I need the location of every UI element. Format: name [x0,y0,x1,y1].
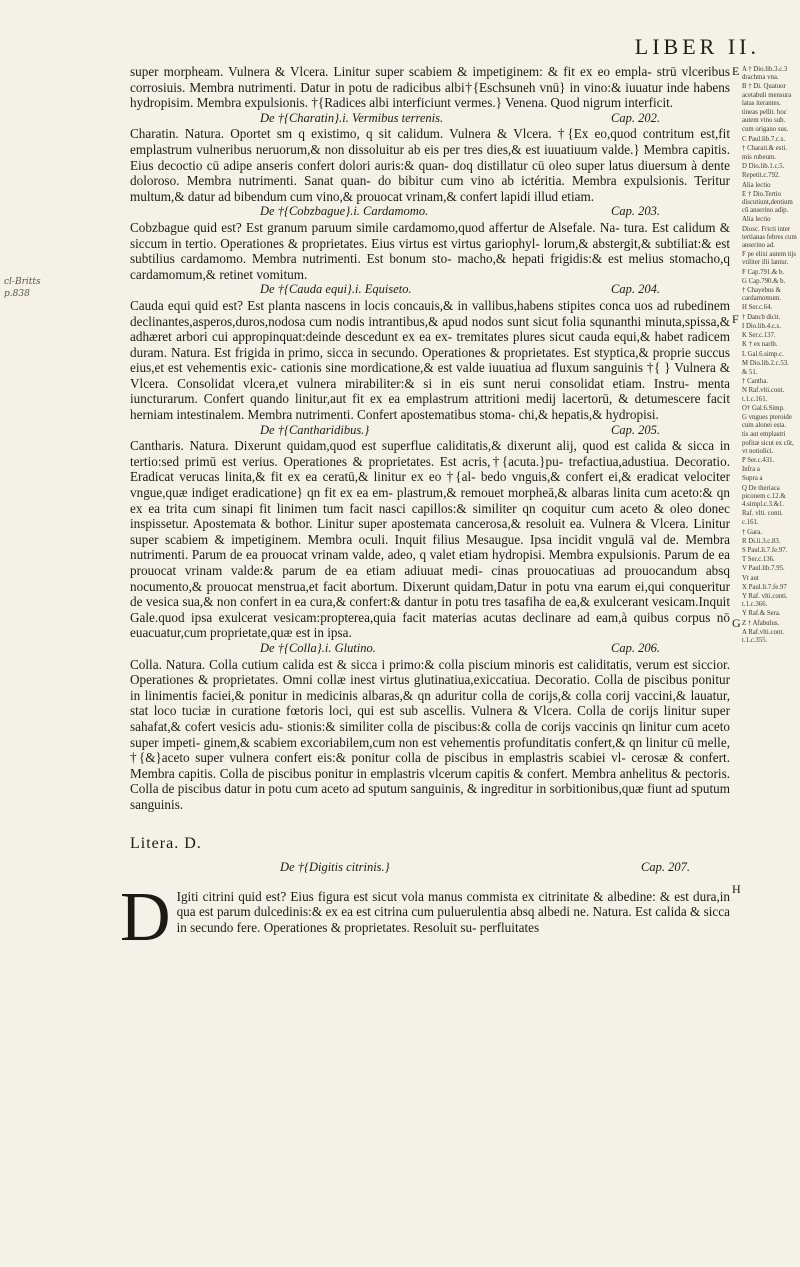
margin-note: T Ser.c.136. [742,556,775,564]
margin-note: Y Raf. vlti.conti. t.1.c.366. [742,592,788,609]
chapter-title: De †{Digitis citrinis.} [280,859,390,874]
margin-note: X Paul.li.7.fe.97 [742,583,787,591]
margin-note: & 51. [742,368,758,376]
margin-note: L Gal.6.simp.c. [742,350,784,358]
margin-note: Alia lectio [742,181,771,189]
chapter-heading [130,282,730,298]
margin-note: Infra a [742,466,760,474]
opening-paragraph [120,878,730,956]
margin-note: tis aut emplastri pofitæ sicut ex cūt, vt notiolici. [742,431,794,455]
margin-note: D Dio.lib.1.c.5. [742,163,785,171]
margin-note: Diosc. Fricti inter tertianas febres cum anserino ad. [742,225,797,250]
text-block: Cauda equi quid est? Est planta nascens in locis concauis,& in vallibus,habens stipites conca uos ad rubedinem declinantes,asperos,duros,nodosa cum nodis intrantibus,& apud nodos sunt sicut folia squnanthi minuta,spissa,& adhæret arbori cui appropinquat:deinde descedunt ex ea ex- tremitates plures sicut cauda equi,& habet radicem duram. Natura. Est frigida in primo, sicca in secundo. Operationes & proprietates. Est styptica,& proprie succus eius,et est vehementis exic- cationis sine mordicatione,& est valde iuuatiua ad fluxum sanguinis †{ } Vulnera & Vlcera. Consolidat vlcera,et vulnera mirabiliter:& si in eis sunt nerui consolidat etiam. Instru- menta iuncturarum. Confert quando linitur,aut fit ex ea emplastrum attritioni medij lacertorū, & detumescere facit herniam intestinalem. Membra nutrimenti. Confert apostematibus stoma- chi,& hepatis,& hydropisi. [130,297,730,423]
margin-note: V Paul.lib.7.95. [742,565,785,573]
margin-note: Raf. vlti. conti. [742,510,783,518]
handwritten-note-line: cl-Britts [4,277,41,287]
chapter-heading [130,204,730,220]
chapter-title: De †{Charatin}.i. Vermibus terrenis. [260,110,444,125]
section-title: Litera. D. [130,834,202,852]
chapter-heading [130,641,730,657]
margin-note: N Raf.vlti.cont. t.1.c.161. [742,387,785,403]
margin-note: † Gara. [742,528,763,536]
margin-notes-column [742,66,798,646]
main-text-column [120,64,730,956]
chapter-number: Cap. 206. [611,640,660,655]
margin-note: A Raf.vlti.cont. t.1.c.355. [742,628,784,644]
margin-note: † Chayebus & cardamomum. [742,287,782,303]
margin-note: B † Di. Quatuor acetabuli mensura latas iterantes. [742,83,792,107]
margin-note: S Paul.li.7.fe.97. [742,546,788,554]
drop-cap: D [120,878,171,956]
margin-note: K Ser.c.137. [742,332,776,340]
text-block: super morpheam. Vulnera & Vlcera. Linitur super scabiem & impetiginem: & fit ex eo empla- strū vlceribus corrosiuis. Membra nutrimenti. Datur in potu de radicibus albi†{Eschsuneh vnū} in vino:& iuuatur inde habens hydropisim. Membra expulsionis. †{Radices albi interficiunt vermes.} Venena. Quod nigrum interficit. [130,64,730,111]
chapter-number: Cap. 204. [611,282,660,297]
handwritten-note-line: p.838 [4,289,30,299]
margin-note: E † Dio.Tertio discutiunt,dentium cū anserino adip. [742,190,793,215]
chapter-number: Cap. 205. [611,422,660,437]
margin-note: Z † Afabulus. [742,619,780,627]
chapter-title: De †{Cauda equi}.i. Equiseto. [260,282,412,297]
margin-note: c.161. [742,519,759,527]
margin-letter: G [732,616,741,630]
margin-note: H Ser.c.64. [742,304,773,312]
margin-note: I Dio.lib.4.c.s. [742,322,781,330]
margin-note: P Ser.c.431. [742,456,775,464]
margin-note: K † ex narib. [742,341,778,349]
text-block: Charatin. Natura. Oportet sm q existimo, q sit calidum. Vulnera & Vlcera. †{Ex eo,quod contritum est,fit emplastrum vulneribus neruorum,& non dissoluitur ab eis per tres dies,& est iuuatiuum valde.} Membra capitis. Eius decoctio cū adipe anseris confert dolori auris:& quan- doq distillatur cū oleo super latus diuersum à dente doloroso. Membra nutrimenti. Sanat quan- do bibitur cum vino ab ictéritia. Membra expulsionis. Teritur multum,& datur ad bibendum cum vino,& prouocat vrinam,& confert lapidi illud etiam. [130,126,730,204]
chapter-heading [130,859,730,875]
margin-note: Repetit.c.792. [742,172,780,180]
margin-letter: F [732,312,739,326]
margin-note: G Cap.790.& b. [742,277,786,285]
chapter-title: De †{Cobzbague}.i. Cardamomo. [260,204,429,219]
text-block: Cantharis. Natura. Dixerunt quidam,quod est superflue caliditatis,& dixerunt alij, quod est calida & sicca in tertio:sed primū est verius. Operationes & proprietates. Est acris,†{acuta.}pu- trefactiua,adustiua. Decoratio. Eradicat verucas linita,& fit ex ea ceratū,& linitur ex eo †{al- bedo vnguis,& confert ei,& eradicat velociter vngue,quæ indiget eradicatione} qn fit ex ea em- plastrum,& remouet morpheā,& albaras linita cum aceto:& qn ex ea trita cum sinapi fit linimen tum facit nasci capillos:& similiter qn coquitur cum aceto & oleo donec inspissetur. Apostemata & bothor. Linitur super apostemata cancerosa,& resoluit ea. Vulnera & Vlcera. Linitur super scabiem & impetiginem. Membra oculi. Inquit filius Mesaugue. Ipsa incidit vngulā val de. Membra nutrimenti. Parum de ea prouocat vrinam valde, adeo, q valet etiam hydropisi. Membra expulsionis. Parum de ea prouocat vrinam valde:& parum de ea etiam adiuuat medi- cinas prouocatiuas ad prouocandum absq nocumento,& prouocat menstrua,et facit abortum. Dixerunt quidam,Datur in potu vna earum ei,qui conqueritur de vesica sua,& non confert in ea cura,& confert:& dantur in potu tres tasafiha de ea,& exulcerant vesicam.Inquit Gale.quod ipsa exulcerat vesicam:propterea,quia facit materias acutas declinare ad eam,à quibus corpus nō euacuatur,cum proprietate,quæ est in ipsa. [130,438,730,641]
margin-note: Alia lectio [742,216,771,224]
margin-note: † Cantha. [742,378,769,386]
margin-letter: E [732,64,740,78]
margin-note: G vngues pteroide cum alonei esta. [742,413,792,430]
margin-note: † Charati.& esti. [742,144,787,152]
running-head: LIBER II. [634,34,760,59]
chapter-number: Cap. 202. [611,110,660,125]
margin-note: F pe elixi autem tijs vtiliter illi lantur. [742,251,796,267]
chapter-title: De †{Cantharidibus.} [260,422,370,437]
margin-note: mis rubeum. [742,154,776,162]
margin-note: M Dio.lib.2.c.53. [742,359,789,367]
margin-note: cum origano sus. [742,126,789,134]
chapter-heading [130,111,730,127]
text-block: Colla. Natura. Colla cutium calida est & sicca i primo:& colla piscium minoris est caliditatis, verum est siccior. Operationes & proprietates. Omni collæ inest virtus glutinatiua,exiccatiua. Decoratio. Colla de piscibus ponitur in linimentis faciei,& ponitur in medicinis albaras,& qn aduritur colla de corijs,& colla corij vaccini,& lauatur, stat loco tuciæ in curatione fœtoris loci, qui est sub ascellis. Vulnera & Vlcera. Colla de corijs linitur super sahafat,& cofert vesicis adu- stionis:& similiter colla de piscibus:& colla de corijs vaccinis qn linitur cum aceto super impeti- ginem,& scabiem excoriabilem,cum non est vehementis profunditatis confert,& qn linitur cū melle, †{&}aceto super vulnera confert eis:& ponitur colla de piscibus in emplastris scabiei vl- cerosæ & confert. Membra capitis. Colla de piscibus ponitur in emplastris vlcerum capitis & confert. Membra anhelitus & pectoris. Colla de piscibus datur in potu cum aceto ad sputum sanguinis, & ingreditur in sorbitionibus,quæ fiunt ad sputum sanguinis. [130,656,730,812]
margin-note: F Cap.791.& b. [742,268,785,276]
chapter-number: Cap. 207. [641,859,690,874]
margin-note: Q De theriaca piconem c.12.& 4.simpl.c.3.&1. [742,484,786,508]
margin-note: Vt aut [742,574,759,582]
margin-note: A † Dio.lib.3.c.3 drachma vna. [742,66,788,82]
text-block: Igiti citrini quid est? Eius figura est sicut vola manus commista ex citrinitate & albedine: & est dura,in qua est parum dulcedinis:& ex ea est citrina cum puluerulentia absq albedi ne. Natura. Est calida & sicca in secundo fere. Operationes & proprietates. Resoluit su- perfluitates [176,888,730,935]
margin-note: † Dancb dicit. [742,313,781,321]
chapter-title: De †{Colla}.i. Glutino. [260,640,376,655]
chapter-heading [130,423,730,439]
margin-note: C Paul.lib.7.c.s. [742,135,786,143]
margin-letter: H [732,882,741,896]
margin-note: Supra a [742,475,763,483]
margin-note: tineas pellit. hoc autem vino sub. [742,109,787,125]
margin-note: O† Gal.6.Simp. [742,404,785,412]
text-block: Cobzbague quid est? Est granum paruum simile cardamomo,quod affertur de Alsefale. Na- tura. Est calidum & siccum in tertio. Operationes & proprietates. Eius virtus est virtus gariophyl- lorum,& abstergit,& subtiliat:& est subtilius cardamomo. Membra nutrimenti. Est bonum sto- macho,& hepati frigidis:& est melius stomacho,q cardamomum,& retinet vomitum. [130,219,730,282]
handwritten-margin-note [4,276,84,300]
chapter-number: Cap. 203. [611,204,660,219]
margin-note: R Di.li.3.c.83. [742,537,781,545]
margin-note: Y Raf.& Sera. [742,610,781,618]
